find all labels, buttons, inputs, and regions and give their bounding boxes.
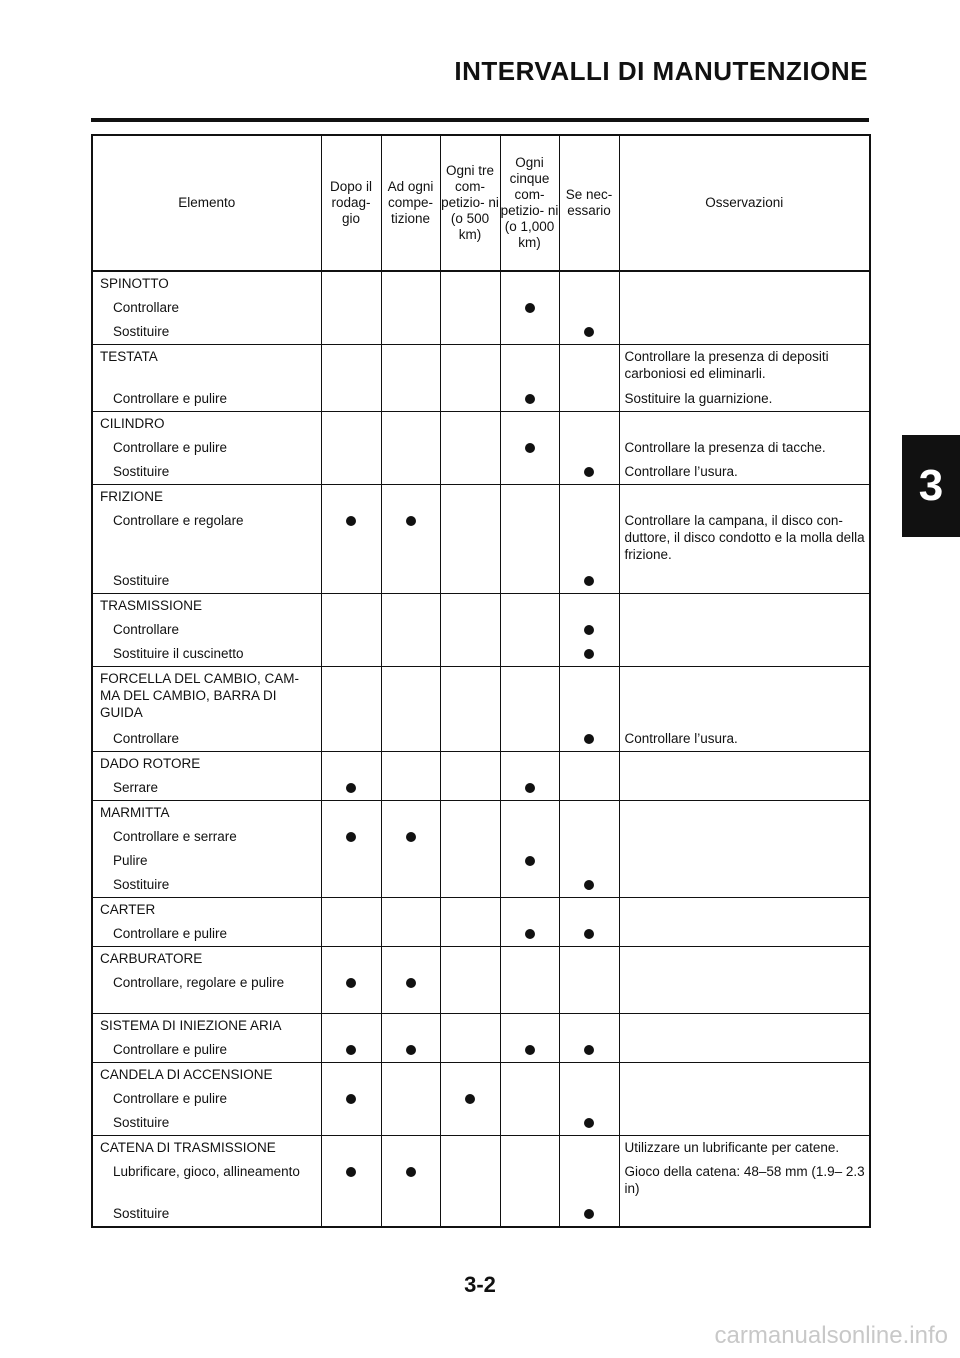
bullet-mark-icon <box>346 783 356 793</box>
watermark: carmanualsonline.info <box>714 1322 948 1349</box>
item-note: Gioco della catena: 48–58 mm (1.9– 2.3 in) <box>624 1164 865 1196</box>
item-label: Controllare e pulire <box>113 1042 228 1057</box>
item-label: Pulire <box>113 853 148 868</box>
bullet-mark-icon <box>584 625 594 635</box>
item-note: Controllare l’usura. <box>624 731 738 746</box>
interval-cell <box>500 801 559 898</box>
elemento-cell <box>92 345 321 412</box>
col-header-ogni-competizione: Ad ogni compe- tizione <box>381 135 440 271</box>
interval-cell <box>321 485 381 594</box>
interval-cell <box>440 1063 500 1136</box>
group-title: DADO ROTORE <box>100 756 201 771</box>
group-title: CARBURATORE <box>100 951 203 966</box>
item-label: Sostituire il cuscinetto <box>113 646 244 661</box>
group-title: FORCELLA DEL CAMBIO, CAM- MA DEL CAMBIO, BARRA DI GUIDA <box>100 671 300 720</box>
page-title: INTERVALLI DI MANUTENZIONE <box>454 56 868 86</box>
table-row <box>92 947 870 1014</box>
item-note: Controllare la campana, il disco con- duttore, il disco condotto e la molla della frizione. <box>624 513 865 562</box>
osservazioni-cell <box>619 485 870 594</box>
interval-cell <box>559 1063 619 1136</box>
bullet-mark-icon <box>346 1045 356 1055</box>
osservazioni-cell <box>619 1063 870 1136</box>
interval-cell <box>321 898 381 947</box>
item-label: Controllare e pulire <box>113 391 228 406</box>
bullet-mark-icon <box>525 929 535 939</box>
interval-cell <box>321 1014 381 1063</box>
interval-cell <box>440 752 500 801</box>
bullet-mark-icon <box>584 1118 594 1128</box>
maintenance-table <box>91 134 871 1228</box>
elemento-cell <box>92 1014 321 1063</box>
item-label: Controllare <box>113 731 180 746</box>
bullet-mark-icon <box>346 1094 356 1104</box>
item-label: Controllare e serrare <box>113 829 237 844</box>
interval-cell <box>559 947 619 1014</box>
elemento-cell <box>92 898 321 947</box>
bullet-mark-icon <box>525 1045 535 1055</box>
interval-cell <box>500 898 559 947</box>
bullet-mark-icon <box>525 783 535 793</box>
interval-cell <box>500 271 559 345</box>
bullet-mark-icon <box>584 327 594 337</box>
col-header-elemento: Elemento <box>92 135 321 271</box>
group-title: CANDELA DI ACCENSIONE <box>100 1067 273 1082</box>
interval-cell <box>440 898 500 947</box>
table-header <box>92 135 870 271</box>
group-title: SPINOTTO <box>100 276 169 291</box>
table-row <box>92 345 870 412</box>
osservazioni-cell <box>619 898 870 947</box>
interval-cell <box>559 345 619 412</box>
group-title: CATENA DI TRASMISSIONE <box>100 1140 276 1155</box>
interval-cell <box>321 1063 381 1136</box>
interval-cell <box>559 1136 619 1228</box>
elemento-cell <box>92 594 321 667</box>
table-row <box>92 667 870 752</box>
bullet-mark-icon <box>525 443 535 453</box>
bullet-mark-icon <box>525 394 535 404</box>
bullet-mark-icon <box>346 516 356 526</box>
item-label: Controllare <box>113 622 180 637</box>
interval-cell <box>321 752 381 801</box>
elemento-cell <box>92 752 321 801</box>
item-label: Sostituire <box>113 1206 170 1221</box>
interval-cell <box>559 485 619 594</box>
table-row <box>92 1136 870 1228</box>
interval-cell <box>559 752 619 801</box>
item-label: Serrare <box>113 780 159 795</box>
col-header-ogni-tre: Ogni tre com- petizio- ni (o 500 km) <box>440 135 500 271</box>
interval-cell <box>440 1014 500 1063</box>
interval-cell <box>440 485 500 594</box>
osservazioni-cell <box>619 947 870 1014</box>
col-header-dopo-rodaggio: Dopo il rodag- gio <box>321 135 381 271</box>
interval-cell <box>381 485 440 594</box>
item-label: Sostituire <box>113 1115 170 1130</box>
interval-cell <box>381 594 440 667</box>
interval-cell <box>440 947 500 1014</box>
elemento-cell <box>92 271 321 345</box>
interval-cell <box>500 412 559 485</box>
interval-cell <box>500 947 559 1014</box>
interval-cell <box>381 1014 440 1063</box>
group-title: SISTEMA DI INIEZIONE ARIA <box>100 1018 282 1033</box>
osservazioni-cell <box>619 594 870 667</box>
osservazioni-cell <box>619 271 870 345</box>
item-label: Sostituire <box>113 573 170 588</box>
interval-cell <box>381 271 440 345</box>
table-row <box>92 594 870 667</box>
osservazioni-cell <box>619 752 870 801</box>
elemento-cell <box>92 485 321 594</box>
bullet-mark-icon <box>346 978 356 988</box>
bullet-mark-icon <box>584 1045 594 1055</box>
osservazioni-cell <box>619 345 870 412</box>
item-label: Controllare <box>113 300 180 315</box>
interval-cell <box>381 947 440 1014</box>
table-row <box>92 898 870 947</box>
interval-cell <box>500 1063 559 1136</box>
group-title: TESTATA <box>100 349 158 364</box>
item-label: Controllare, regolare e pulire <box>113 975 285 990</box>
bullet-mark-icon <box>584 576 594 586</box>
bullet-mark-icon <box>525 856 535 866</box>
bullet-mark-icon <box>346 832 356 842</box>
interval-cell <box>381 1063 440 1136</box>
interval-cell <box>440 1136 500 1228</box>
interval-cell <box>500 752 559 801</box>
table-row <box>92 1014 870 1063</box>
title-rule <box>91 118 869 122</box>
osservazioni-cell <box>619 801 870 898</box>
col-header-ogni-cinque: Ogni cinque com- petizio- ni (o 1,000 km) <box>500 135 559 271</box>
bullet-mark-icon <box>525 303 535 313</box>
bullet-mark-icon <box>465 1094 475 1104</box>
table-row <box>92 271 870 345</box>
interval-cell <box>500 485 559 594</box>
interval-cell <box>381 752 440 801</box>
interval-cell <box>440 594 500 667</box>
interval-cell <box>500 1136 559 1228</box>
item-label: Controllare e regolare <box>113 513 244 528</box>
elemento-cell <box>92 947 321 1014</box>
bullet-mark-icon <box>584 649 594 659</box>
group-title: FRIZIONE <box>100 489 163 504</box>
item-label: Controllare e pulire <box>113 440 228 455</box>
osservazioni-cell <box>619 1014 870 1063</box>
interval-cell <box>559 1014 619 1063</box>
interval-cell <box>440 345 500 412</box>
interval-cell <box>440 271 500 345</box>
interval-cell <box>321 345 381 412</box>
group-title: CARTER <box>100 902 156 917</box>
osservazioni-cell <box>619 412 870 485</box>
interval-cell <box>321 801 381 898</box>
page-number: 3-2 <box>464 1272 496 1297</box>
bullet-mark-icon <box>406 978 416 988</box>
group-title: MARMITTA <box>100 805 170 820</box>
interval-cell <box>500 345 559 412</box>
interval-cell <box>381 412 440 485</box>
bullet-mark-icon <box>584 929 594 939</box>
table-row <box>92 752 870 801</box>
interval-cell <box>559 271 619 345</box>
interval-cell <box>559 801 619 898</box>
interval-cell <box>381 345 440 412</box>
item-label: Sostituire <box>113 877 170 892</box>
bullet-mark-icon <box>584 1209 594 1219</box>
group-note: Controllare la presenza di depositi carboniosi ed eliminarli. <box>624 349 829 381</box>
interval-cell <box>381 801 440 898</box>
table-row <box>92 485 870 594</box>
osservazioni-cell <box>619 667 870 752</box>
interval-cell <box>321 271 381 345</box>
interval-cell <box>559 412 619 485</box>
interval-cell <box>381 667 440 752</box>
bullet-mark-icon <box>584 880 594 890</box>
item-label: Controllare e pulire <box>113 1091 228 1106</box>
bullet-mark-icon <box>584 467 594 477</box>
elemento-cell <box>92 1063 321 1136</box>
bullet-mark-icon <box>406 1045 416 1055</box>
elemento-cell <box>92 412 321 485</box>
elemento-cell <box>92 801 321 898</box>
col-header-osservazioni: Osservazioni <box>619 135 870 271</box>
table-row <box>92 801 870 898</box>
item-label: Lubrificare, gioco, allineamento <box>113 1164 300 1179</box>
chapter-tab: 3 <box>902 435 960 537</box>
interval-cell <box>321 1136 381 1228</box>
item-label: Sostituire <box>113 324 170 339</box>
interval-cell <box>440 801 500 898</box>
item-note: Controllare la presenza di tacche. <box>624 440 826 455</box>
bullet-mark-icon <box>406 832 416 842</box>
item-label: Controllare e pulire <box>113 926 228 941</box>
bullet-mark-icon <box>346 1167 356 1177</box>
interval-cell <box>321 667 381 752</box>
interval-cell <box>559 898 619 947</box>
group-title: CILINDRO <box>100 416 165 431</box>
col-header-se-necessario: Se nec- essario <box>559 135 619 271</box>
interval-cell <box>321 947 381 1014</box>
osservazioni-cell <box>619 1136 870 1228</box>
elemento-cell <box>92 1136 321 1228</box>
interval-cell <box>559 667 619 752</box>
item-note: Controllare l’usura. <box>624 464 738 479</box>
interval-cell <box>500 594 559 667</box>
interval-cell <box>381 898 440 947</box>
item-label: Sostituire <box>113 464 170 479</box>
interval-cell <box>440 667 500 752</box>
interval-cell <box>321 412 381 485</box>
table-row <box>92 1063 870 1136</box>
interval-cell <box>321 594 381 667</box>
interval-cell <box>500 1014 559 1063</box>
elemento-cell <box>92 667 321 752</box>
group-note: Utilizzare un lubrificante per catene. <box>624 1140 840 1155</box>
bullet-mark-icon <box>406 516 416 526</box>
interval-cell <box>500 667 559 752</box>
item-note: Sostituire la guarnizione. <box>624 391 773 406</box>
bullet-mark-icon <box>406 1167 416 1177</box>
group-title: TRASMISSIONE <box>100 598 203 613</box>
interval-cell <box>559 594 619 667</box>
bullet-mark-icon <box>584 734 594 744</box>
interval-cell <box>381 1136 440 1228</box>
table-row <box>92 412 870 485</box>
interval-cell <box>440 412 500 485</box>
